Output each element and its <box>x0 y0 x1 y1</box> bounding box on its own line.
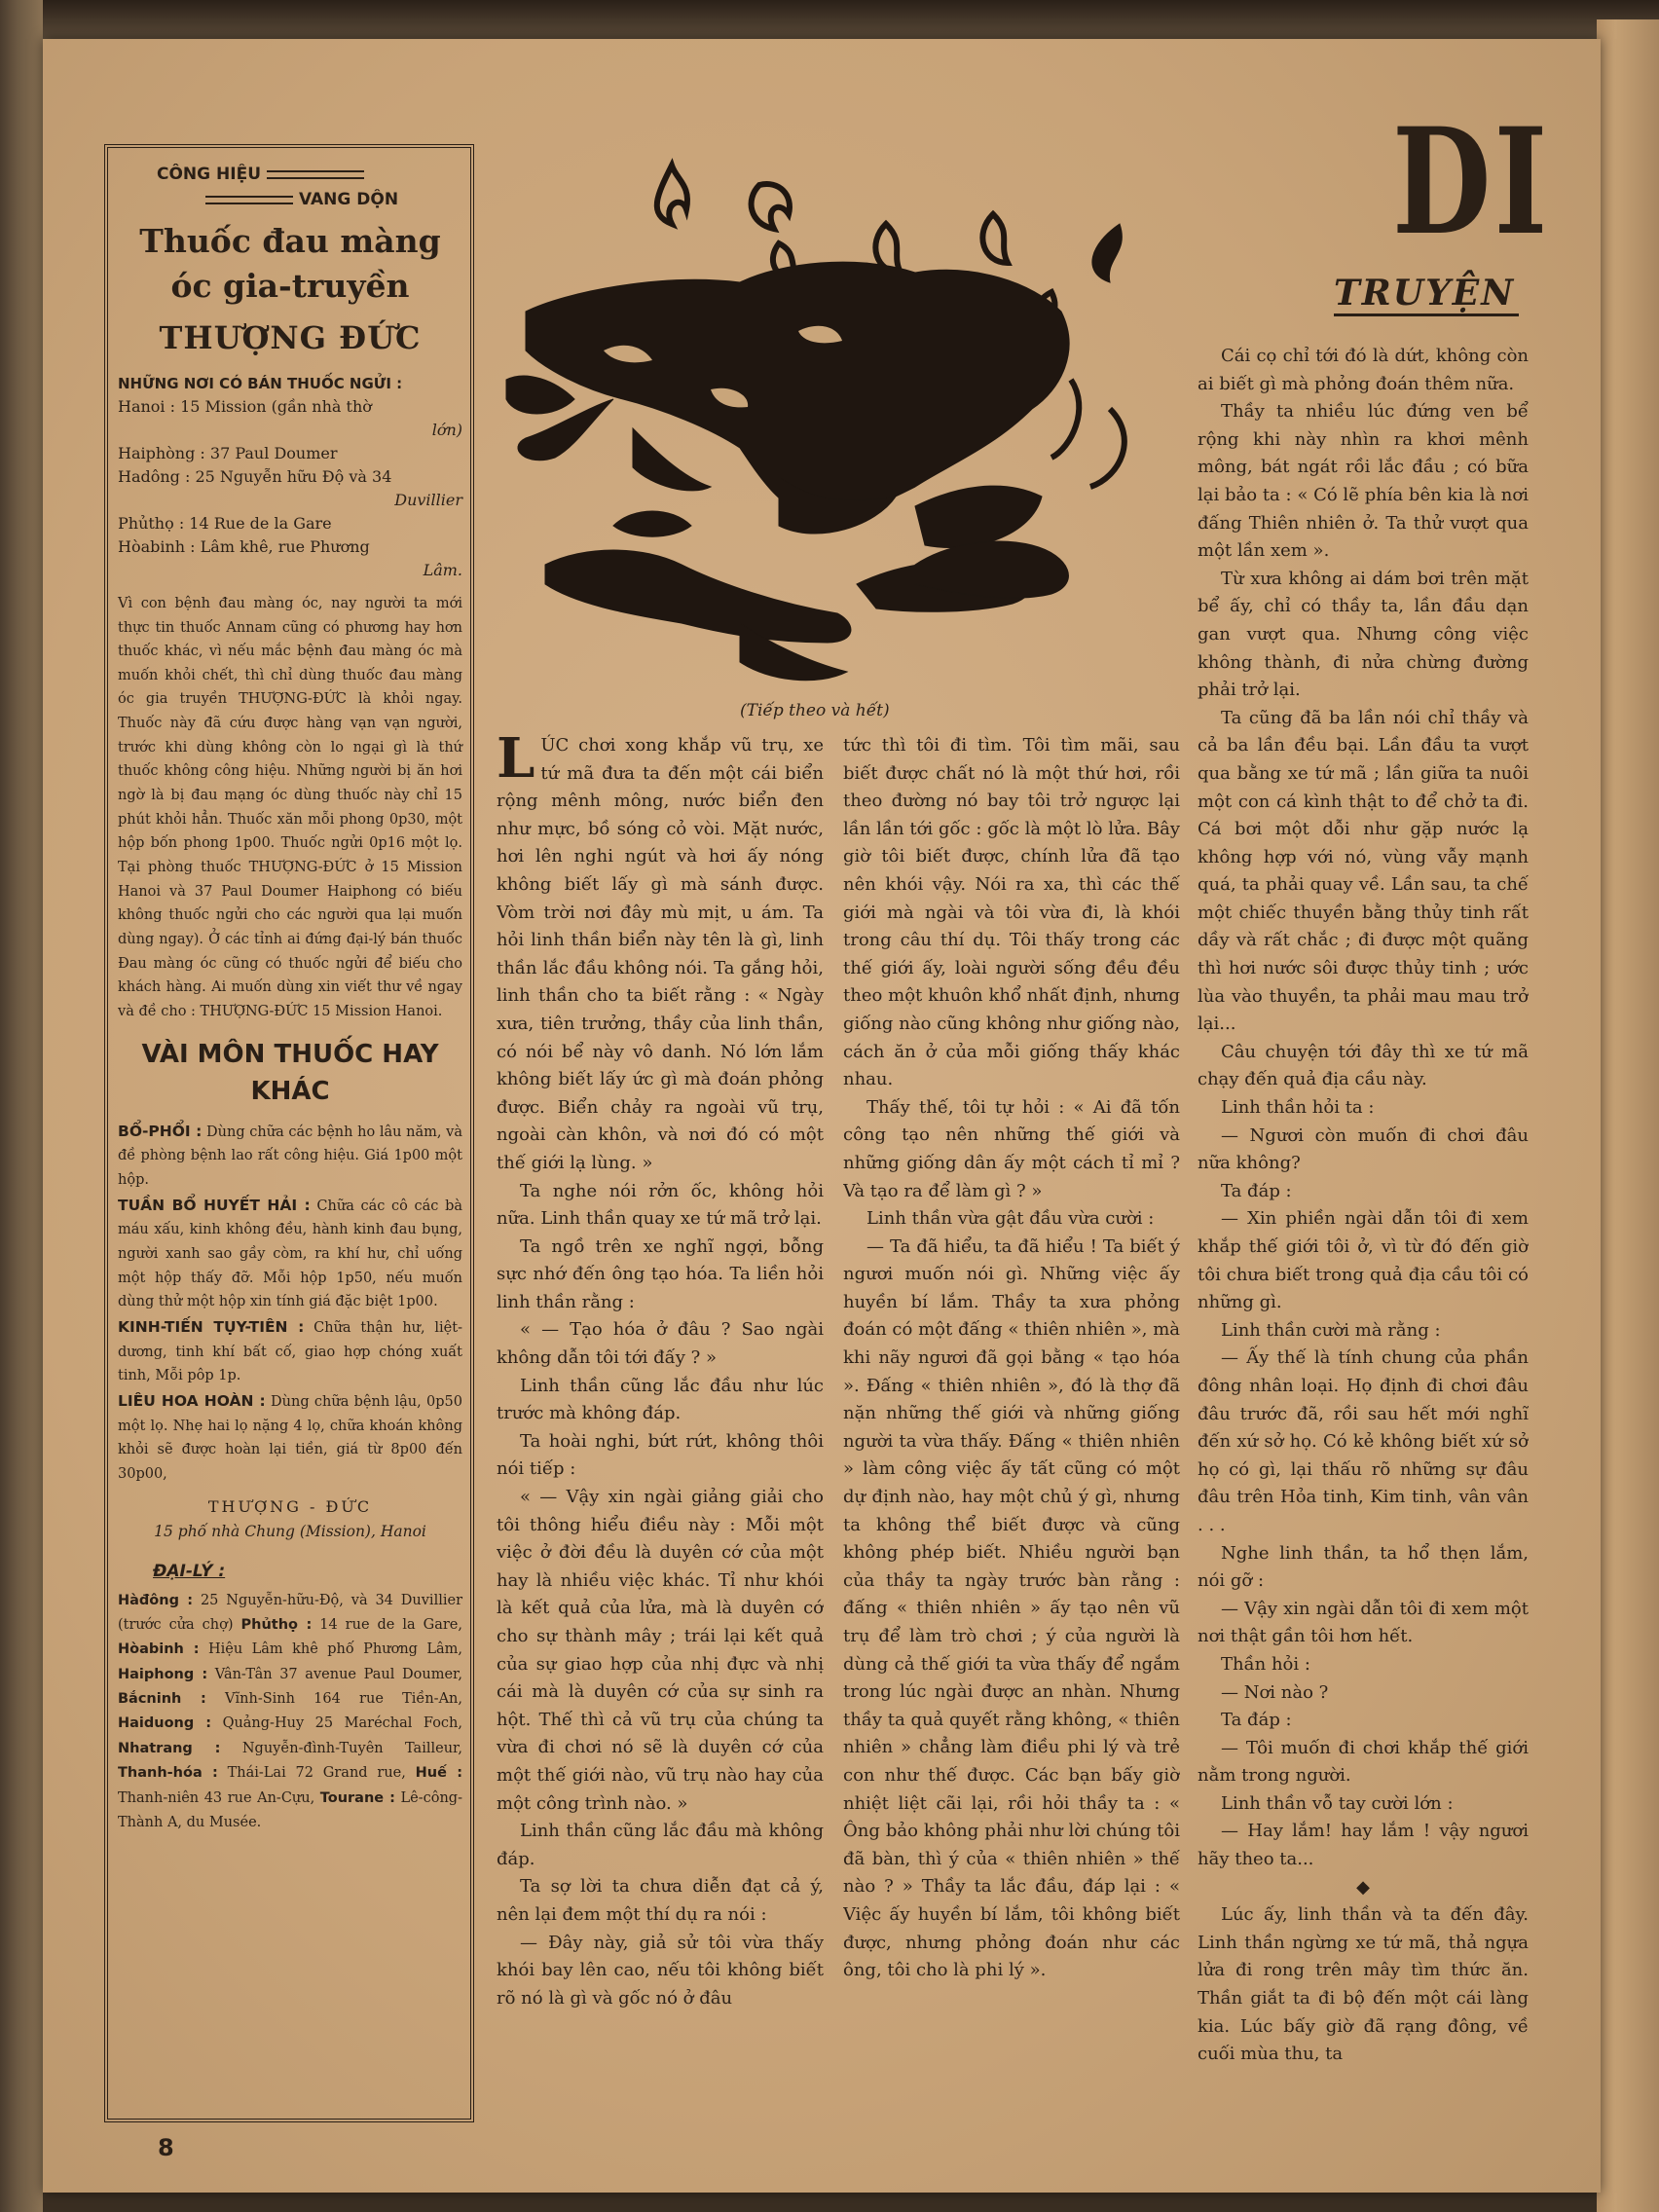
paragraph: Linh thần cười mà rằng : <box>1221 1319 1441 1341</box>
ad-product: KINH-TIẾN TỤY-TIÊN : Chữa thận hư, liệt-dương, tinh khí bất cố, giao hợp chóng xuất tinh, Mỗi pôp 1p. <box>118 1317 462 1384</box>
story-subtitle: TRUYỆN <box>1334 273 1519 316</box>
ad-other-products-heading: VÀI MÔN THUỐC HAY KHÁC <box>141 1040 439 1107</box>
ad-company-name: THƯỢNG - ĐỨC <box>207 1497 373 1517</box>
ad-body-text: Vì con bệnh đau màng óc, nay người ta mới thực tin thuốc Annam cũng có phương hay hơn thuốc khác, vì nếu mắc bệnh đau màng óc mà muốn khỏi chết, thì chỉ dùng thuốc đau màng óc gia truyền THƯỢNG-ĐỨC là khỏi ngay. Thuốc này đã cứu được hàng vạn vạn người, trước khi dùng không còn lo ngại gì là thứ thuốc không công hiệu. Những người bị ăn hơi ngờ là bị đau mạng óc dùng thuốc này chỉ 15 phút khỏi hẳn. Thuốc xăn mỗi phong 0p30, một hộp bốn phong 1p00. Thuốc ngửi 0p16 một lọ. Tại phòng thuốc THƯỢNG-ĐỨC ở 15 Mission Hanoi và 37 Paul Doumer Haiphong có biếu không thuốc ngửi cho các người qua lại muốn dùng ngay). Ở các tỉnh ai đứng đại-lý bán thuốc Đau màng óc cũng có thuốc ngửi để biếu cho khách hàng. Ai muốn dùng xin viết thư về ngay và đề cho : THƯỢNG-ĐỨC 15 Mission Hanoi. <box>118 595 462 1019</box>
paragraph: Ta nghe nói rởn ốc, không hỏi nữa. Linh thần quay xe tứ mã trở lại. <box>497 1180 824 1230</box>
ad-brand: THƯỢNG ĐỨC <box>159 319 422 357</box>
ad-agents-heading: ĐẠI-LÝ : <box>153 1562 226 1582</box>
paragraph: Linh thần hỏi ta : <box>1221 1097 1375 1119</box>
illustration-caption: (Tiếp theo và hết) <box>740 701 890 720</box>
paragraph: — Ngươi còn muốn đi chơi đâu nữa không? <box>1198 1124 1529 1174</box>
paragraph: tức thì tôi đi tìm. Tôi tìm mãi, sau biết được chất nó là một thứ hơi, rồi theo đường nó bay tôi trở ngược lại lần lần tới gốc : gốc là một lò lửa. Bây giờ tôi biết được, chính lửa đã tạo nên khói vậy. Nói ra xa, thì các thế giới mà ngài và tôi vừa đi, là khói trong câu thí dụ. Tôi thấy trong các thế giới ấy, loài người sống đều đều theo một khuôn khổ nhất định, nhưng giống nào cũng không như giống nào, cách ăn ở của mỗi giống thấy khác nhau. <box>843 735 1180 1090</box>
paragraph: — Nơi nào ? <box>1221 1681 1329 1703</box>
ad-address: Hadông : 25 Nguyễn hữu Độ và 34 Duvillier <box>118 466 462 509</box>
paragraph: — Ta đã hiểu, ta đã hiểu ! Ta biết ý ngươi muốn nói gì. Những việc ấy huyền bí lắm. Thầy ta xưa phỏng đoán có một đấng « thiên nhiên », mà khi nãy ngươi đã gọi bằng « tạo hóa ». Đấng « thiên nhiên », đó là thợ đã nặn những thế giới và những giống người ta vừa thấy. Đấng « thiên nhiên » làm công việc ấy tất cũng có một dự định nào, hay một chủ ý gì, nhưng ta không thể biết được và cũng không phép biết. Nhiều người bạn của thầy ta ngày trước bàn rằng : đấng « thiên nhiên » ấy tạo nên vũ trụ để làm trò chơi ; ý của người là dùng cả thế giới ta vừa thấy để ngắm trong lúc ngài được an nhàn. Nhưng thầy ta quả quyết rằng không, « thiên nhiên » chẳng làm điều phi lý và trẻ con như thế được. Các bạn bấy giờ nhiệt liệt cãi lại, rồi hỏi thầy ta : « Ông bảo không phải như lời chúng tôi đã bàn, thì ý của « thiên nhiên » thế nào ? » Thầy ta lắc đầu, đáp lại : « Việc ấy huyền bí lắm, tôi không biết được, nhưng phỏng đoán như các ông, tôi cho là phi lý ». <box>843 1235 1180 1981</box>
ad-subheading: NHỮNG NƠI CÓ BÁN THUỐC NGỬI : <box>118 374 403 392</box>
paragraph: Ta đáp : <box>1221 1710 1292 1731</box>
paragraph: « — Vậy xin ngài giảng giải cho tôi thông hiểu điều này : Mỗi một việc ở đời đều là duyên cớ của một hay là nhiều việc khác. Tỉ như khói là kết quả của lửa, mà là duyên cớ cho sự thành mây ; trái lại kết quả của sự giao hợp của nhị đực và nhị cái mà là duyên cớ của sự sinh ra hột. Thế thì cả vũ trụ của chúng ta vừa đi chơi nó sẽ là duyên cớ của một thế giới nào, vũ trụ nào hay của một công trình nào. » <box>497 1487 824 1814</box>
ad-agents-list: Hàđông : 25 Nguyễn-hữu-Độ, và 34 Duvillier (trước cửa chợ) Phủthọ : 14 rue de la Gare, Hòabinh : Hiệu Lâm khê phố Phương Lâm, Haiphong : Vân-Tân 37 avenue Paul Doumer, Bắcninh : Vĩnh-Sinh 164 rue Tiền-An, Haiduong : Quảng-Huy 25 Maréchal Foch, Nhatrang : Nguyễn-đình-Tuyên Tailleur, Thanh-hóa : Thái-Lai 72 Grand rue, Huế : Thanh-niên 43 rue An-Cựu, Tourane : Lê-công-Thành A, du Musée. <box>118 1592 463 1830</box>
ad-title: Thuốc đau màng óc gia-truyền <box>139 221 441 305</box>
paragraph: — Xin phiền ngài dẫn tôi đi xem khắp thế giới tôi ở, vì từ đó đến giờ tôi chưa biết trong quả địa cầu tôi có những gì. <box>1198 1208 1529 1313</box>
paragraph: — Vậy xin ngài dẫn tôi đi xem một nơi thật gần tôi hơn hết. <box>1198 1598 1529 1647</box>
ad-product: LIÊU HOA HOÀN : Dùng chữa bệnh lậu, 0p50 một lọ. Nhẹ hai lọ nặng 4 lọ, chữa khoán không khỏi sẽ được hoàn lại tiền, giá từ 8p00 đến 30p00, <box>118 1391 462 1482</box>
paragraph: « — Tạo hóa ở đâu ? Sao ngài không dẫn tôi tới đấy ? » <box>497 1319 824 1369</box>
paragraph: Linh thần vừa gật đầu vừa cười : <box>866 1208 1155 1230</box>
ad-address-list <box>118 395 462 582</box>
paragraph: Ta cũng đã ba lần nói chỉ thầy và cả ba lần đều bại. Lần đầu ta vượt qua bằng xe tứ mã ; lần giữa ta nuôi một con cá kình thật to để chở ta đi. Cá bơi một dỗi như gặp nước lạ không hợp với nó, vùng vẫy mạnh quá, ta phải quay về. Lần sau, ta chế một chiếc thuyền bằng thủy tinh rất dầy và rất chắc ; đi được một quãng thì hơi nước sôi được thủy tinh ; ước lùa vào thuyền, ta phải mau mau trở lại... <box>1198 707 1529 1035</box>
paragraph: Linh thần cũng lắc đầu mà không đáp. <box>497 1821 824 1869</box>
paragraph: Từ xưa không ai dám bơi trên mặt bể ấy, chỉ có thầy ta, lần đầu dạn gan vượt qua. Nhưng công việc không thành, đi nửa chừng đường phải trở lại. <box>1198 568 1529 701</box>
paragraph: — Hay lắm! hay lắm ! vậy ngươi hãy theo ta... <box>1198 1821 1529 1870</box>
paragraph: Nghe linh thần, ta hổ thẹn lắm, nói gỡ : <box>1198 1542 1529 1592</box>
paragraph: — Đây này, giả sử tôi vừa thấy khói bay lên cao, nếu tôi không biết rõ nó là gì và gốc nó ở đâu <box>497 1932 824 2009</box>
ad-address: Hanoi : 15 Mission (gần nhà thờ lớn) <box>118 396 462 439</box>
section-divider-icon: ◆ <box>1356 1876 1370 1898</box>
top-background <box>0 0 1659 39</box>
paragraph: Ta ngồ trên xe nghĩ ngợi, bỗng sực nhớ đến ông tạo hóa. Ta liền hỏi linh thần rằng : <box>497 1235 824 1312</box>
paragraph: Ta đáp : <box>1221 1180 1292 1201</box>
text-column-2 <box>843 732 1180 2095</box>
flaming-horse-illustration <box>487 156 1188 701</box>
ad-address: Hòabinh : Lâm khê, rue Phương Lâm. <box>118 536 462 579</box>
ad-address: Haiphòng : 37 Paul Doumer <box>118 443 338 462</box>
advertisement-box <box>104 144 474 2122</box>
paragraph: Ta sợ lời ta chưa diễn đạt cả ý, nên lại đem một thí dụ ra nói : <box>497 1876 824 1925</box>
ad-tagline-2: VANG DỘN <box>118 187 462 212</box>
ad-company-address: 15 phố nhà Chung (Mission), Hanoi <box>154 1523 426 1541</box>
paragraph: Thấy thế, tôi tự hỏi : « Ai đã tốn công tạo nên những thế giới và những giống dân ấy một cách tỉ mỉ ? Và tạo ra để làm gì ? » <box>843 1096 1180 1201</box>
text-column-3 <box>1198 343 1529 2095</box>
paragraph: Câu chuyện tới đây thì xe tứ mã chạy đến quả địa cầu này. <box>1198 1041 1529 1090</box>
text-column-1 <box>497 732 824 2095</box>
facing-page-edge <box>1597 19 1659 2212</box>
story-title: DI <box>1392 96 1551 268</box>
paragraph: Ta hoài nghi, bứt rứt, không thôi nói tiếp : <box>497 1430 824 1480</box>
paragraph: Thầy ta nhiều lúc đứng ven bể rộng khi này nhìn ra khơi mênh mông, bát ngát rồi lắc đầu ; có bữa lại bảo ta : « Có lẽ phía bên kia là nơi đấng Thiên nhiên ở. Ta thử vượt qua một lần xem ». <box>1198 401 1529 562</box>
paragraph: Cái cọ chỉ tới đó là dứt, không còn ai biết gì mà phỏng đoán thêm nữa. <box>1198 346 1529 394</box>
paragraph: Thần hỏi : <box>1221 1653 1310 1675</box>
ad-product: TUẦN BỔ HUYẾT HẢI : Chữa các cô các bà máu xấu, kinh không đều, hành kinh đau bụng, người xanh sao gầy còm, ra khí hư, chỉ uống một hộp thấy đỡ. Mỗi hộp 1p50, nếu muốn dùng thử một hộp xin tính giá đặc biệt 1p00. <box>118 1196 462 1310</box>
paragraph: Linh thần vỗ tay cười lớn : <box>1221 1792 1454 1814</box>
paragraph: Linh thần cũng lắc đầu như lúc trước mà không đáp. <box>497 1375 824 1424</box>
book-binding <box>0 0 43 2212</box>
ad-product: BỔ-PHỔI : Dùng chữa các bệnh ho lâu năm, và đề phòng bệnh lao rất công hiệu. Giá 1p00 một hộp. <box>118 1122 462 1189</box>
paragraph: LÚC chơi xong khắp vũ trụ, xe tứ mã đưa ta đến một cái biển rộng mênh mông, nước biển đen như mực, bồ sóng cỏ vòi. Mặt nước, hơi lên nghi ngút và hơi ấy nóng không biết lấy gì mà sánh được. Vòm trời nơi đây mù mịt, u ám. Ta hỏi linh thần biển này tên là gì, linh thần lắc đầu không nói. Ta gắng hỏi, linh thần cho ta biết rằng : « Ngày xưa, tiên trưởng, thầy của linh thần, có nói bể này vô danh. Nó lớn lắm không biết lấy ức gì mà đoán phỏng được. Biển chảy ra ngoài vũ trụ, ngoài càn khôn, và nơi đó có một thế giới lạ lùng. » <box>497 732 824 1173</box>
page-number: 8 <box>158 2134 174 2161</box>
paragraph: — Ấy thế là tính chung của phần đông nhân loại. Họ định đi chơi đâu đâu trước đã, rồi sau hết mới nghĩ đến xứ sở họ. Có kẻ không biết xứ sở họ có gì, lại thấu rõ những sự đâu đâu trên Hỏa tinh, Kim tinh, vân vân . . . <box>1198 1347 1529 1535</box>
ad-tagline-1: CÔNG HIỆU <box>118 162 462 187</box>
drop-cap: L <box>497 732 535 791</box>
ad-address: Phủthọ : 14 Rue de la Gare <box>118 513 332 533</box>
paragraph: Lúc ấy, linh thần và ta đến đây. Linh thần ngừng xe tứ mã, thả ngựa lửa đi rong trên mây tìm thức ăn. Thần giắt ta đi bộ đến một cái làng kia. Lúc bấy giờ đã rạng đông, về cuối mùa thu, ta <box>1198 1904 1529 2065</box>
paragraph: — Tôi muốn đi chơi khắp thế giới nằm trong người. <box>1198 1737 1529 1787</box>
